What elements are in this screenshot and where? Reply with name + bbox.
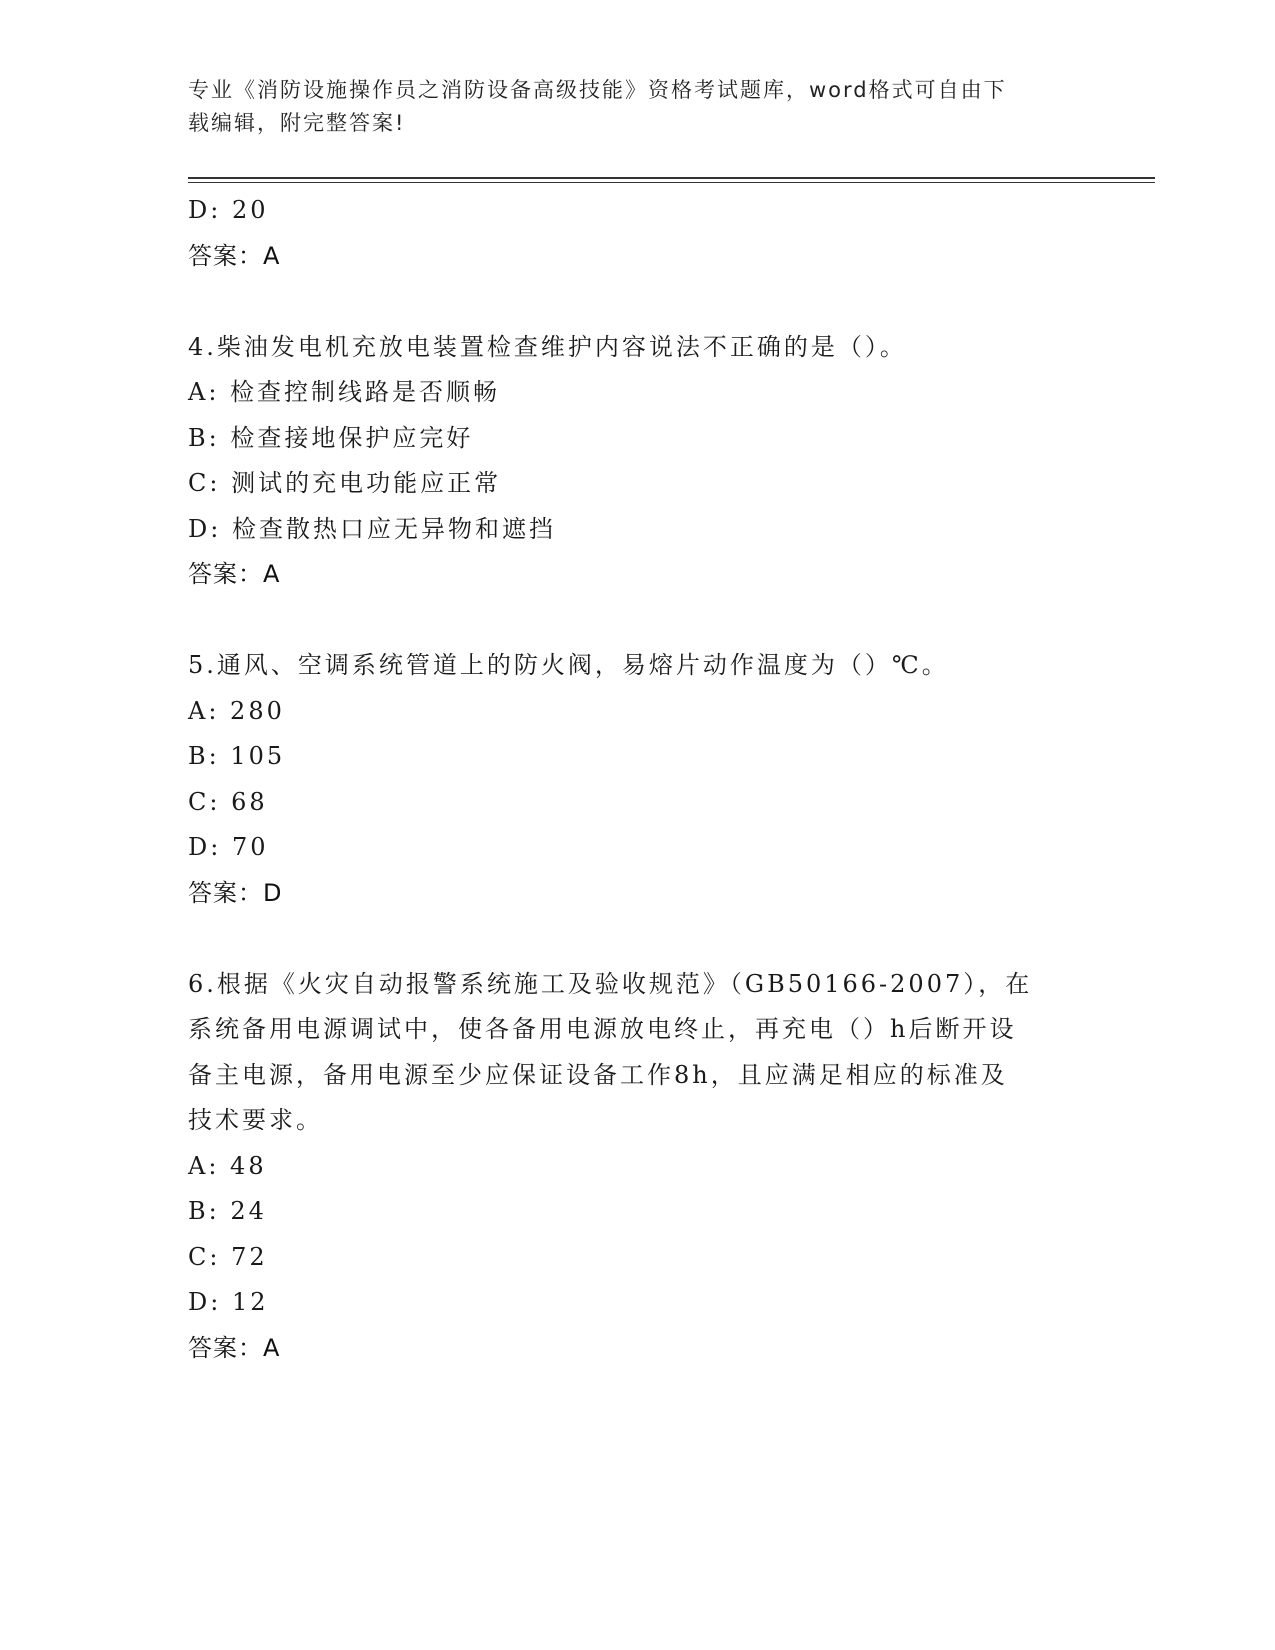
question-5-option-b: B: 105 xyxy=(188,742,286,770)
header-line-2: 载编辑，附完整答案! xyxy=(188,111,406,135)
question-5-option-d: D: 70 xyxy=(188,833,269,861)
question-6-option-d: D: 12 xyxy=(188,1288,269,1316)
question-5-stem: 5.通风、空调系统管道上的防火阀，易熔片动作温度为（）℃。 xyxy=(188,651,949,679)
question-list xyxy=(188,188,1088,1371)
question-4-option-c: C: 测试的充电功能应正常 xyxy=(188,469,502,497)
question-6-stem-line-3: 备主电源，备用电源至少应保证设备工作8h，且应满足相应的标准及 xyxy=(188,1060,1008,1089)
question-4-option-a: A: 检查控制线路是否顺畅 xyxy=(188,378,501,406)
spacer xyxy=(188,279,1088,325)
question-4-answer: 答案：A xyxy=(188,560,281,588)
question-5-option-a: A: 280 xyxy=(188,696,285,725)
header-rule-thick xyxy=(188,177,1155,179)
header-rule-thin xyxy=(188,182,1155,183)
question-4-stem: 4.柴油发电机充放电装置检查维护内容说法不正确的是（）。 xyxy=(188,332,907,361)
question-5-option-c: C: 68 xyxy=(188,787,268,816)
question-6-option-b: B: 24 xyxy=(188,1197,267,1225)
spacer xyxy=(188,598,1088,644)
question-6-stem-line-2: 系统备用电源调试中，使各备用电源放电终止，再充电（）h后断开设 xyxy=(188,1015,1017,1043)
document-header xyxy=(188,74,1088,140)
spacer xyxy=(188,916,1088,962)
question-4-option-d: D: 检查散热口应无异物和遮挡 xyxy=(188,514,556,543)
question-4 xyxy=(188,325,1088,598)
header-line-1: 专业《消防设施操作员之消防设备高级技能》资格考试题库，word格式可自由下 xyxy=(188,78,1007,102)
question-6 xyxy=(188,962,1088,1372)
question-6-stem-line-4: 技术要求。 xyxy=(188,1106,323,1134)
question-6-answer: 答案：A xyxy=(188,1333,281,1362)
question-6-option-a: A: 48 xyxy=(188,1151,267,1180)
question-5 xyxy=(188,643,1088,916)
question-4-option-b: B: 检查接地保护应完好 xyxy=(188,423,474,452)
question-6-stem-line-1: 6.根据《火灾自动报警系统施工及验收规范》（GB50166-2007），在 xyxy=(188,969,1033,998)
prev-option-d: D: 20 xyxy=(188,196,269,224)
question-6-option-c: C: 72 xyxy=(188,1242,268,1271)
question-5-answer: 答案：D xyxy=(188,878,283,907)
prev-answer: 答案：A xyxy=(188,241,281,270)
